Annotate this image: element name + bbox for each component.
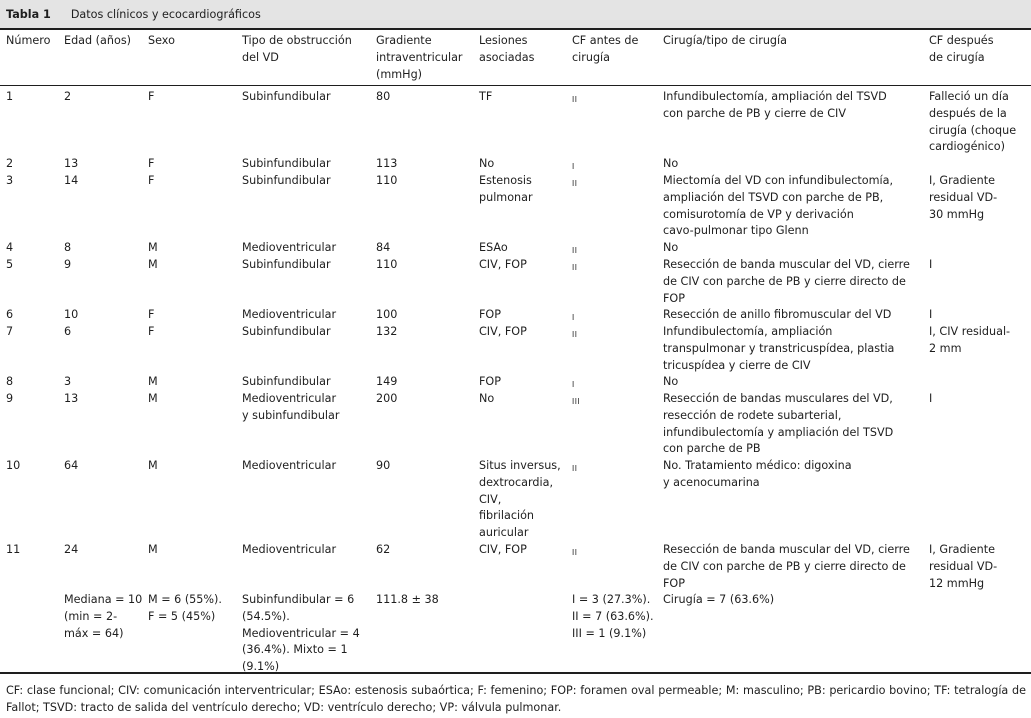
row-5-tipo-obstruccion: Subinfundibular <box>242 258 331 271</box>
row-1-sexo: F <box>148 90 155 103</box>
row-4-cirugia: No <box>663 241 679 254</box>
summary-cf-antes-3: III = 1 (9.1%) <box>572 626 647 640</box>
row-5-lesiones: CIV, FOP <box>479 258 527 271</box>
table-title: Datos clínicos y ecocardiográficos <box>70 7 261 21</box>
row-7-cf-antes: II <box>572 330 578 339</box>
row-3-gradiente: 110 <box>376 174 398 187</box>
row-3-cf-antes: II <box>572 179 578 188</box>
row-7-tipo-obstruccion: Subinfundibular <box>242 325 331 338</box>
header-gradiente: Gradiente intraventricular (mmHg) <box>376 34 463 81</box>
row-7-cf-despues: I, CIV residual- 2 mm <box>929 325 1011 355</box>
row-4-tipo-obstruccion: Medioventricular <box>242 241 337 254</box>
row-11-cf-antes: II <box>572 548 578 557</box>
row-2-gradiente: 113 <box>376 157 398 170</box>
row-8-sexo: M <box>148 375 158 388</box>
row-6-sexo: F <box>148 308 155 321</box>
row-6-numero: 6 <box>6 308 14 321</box>
row-5-gradiente: 110 <box>376 258 398 271</box>
row-9-lesiones: No <box>479 392 495 405</box>
row-11-cirugia: Resección de banda muscular del VD, cierre de CIV con parche de PB y cierre directo de FOP <box>663 543 910 590</box>
row-9-edad: 13 <box>64 392 79 405</box>
row-8-cf-antes: I <box>572 380 575 389</box>
row-5-cf-antes: II <box>572 263 578 272</box>
row-11-numero: 11 <box>6 543 21 556</box>
row-5-numero: 5 <box>6 258 14 271</box>
row-8-lesiones: FOP <box>479 375 501 388</box>
row-10-numero: 10 <box>6 459 21 472</box>
row-7-cirugia: Infundibulectomía, ampliación transpulmonar y transtricuspídea, plastia tricuspídea y cierre de CIV <box>663 325 895 372</box>
row-3-cf-despues: I, Gradiente residual VD- 30 mmHg <box>929 174 998 221</box>
row-5-cf-despues: I <box>929 258 933 271</box>
header-lesiones: Lesiones asociadas <box>479 34 535 64</box>
row-3-tipo-obstruccion: Subinfundibular <box>242 174 331 187</box>
summary-gradiente: 111.8 ± 38 <box>376 593 439 606</box>
row-9-cf-antes: III <box>572 397 581 406</box>
row-6-tipo-obstruccion: Medioventricular <box>242 308 337 321</box>
row-2-numero: 2 <box>6 157 14 170</box>
row-4-lesiones: ESAo <box>479 241 508 254</box>
row-5-edad: 9 <box>64 258 72 271</box>
row-11-sexo: M <box>148 543 158 556</box>
row-4-sexo: M <box>148 241 158 254</box>
row-9-numero: 9 <box>6 392 14 405</box>
row-8-tipo-obstruccion: Subinfundibular <box>242 375 331 388</box>
row-2-sexo: F <box>148 157 155 170</box>
row-10-cirugia: No. Tratamiento médico: digoxina y acenocumarina <box>663 459 852 489</box>
row-1-gradiente: 80 <box>376 90 391 103</box>
row-5-sexo: M <box>148 258 158 271</box>
row-4-edad: 8 <box>64 241 72 254</box>
row-9-gradiente: 200 <box>376 392 398 405</box>
summary-cirugia: Cirugía = 7 (63.6%) <box>663 593 775 606</box>
row-1-cf-antes: II <box>572 95 578 104</box>
row-11-gradiente: 62 <box>376 543 391 556</box>
header-numero: Número <box>6 34 51 47</box>
row-6-cf-despues: I <box>929 308 933 321</box>
summary-edad: Mediana = 10 (min = 2- máx = 64) <box>64 593 143 640</box>
row-6-gradiente: 100 <box>376 308 398 321</box>
row-1-cirugia: Infundibulectomía, ampliación del TSVD con parche de PB y cierre de CIV <box>663 90 887 120</box>
row-10-edad: 64 <box>64 459 79 472</box>
row-10-cf-antes: II <box>572 464 578 473</box>
row-6-cf-antes: I <box>572 313 575 322</box>
header-sexo: Sexo <box>148 34 175 47</box>
row-4-gradiente: 84 <box>376 241 391 254</box>
summary-tipo: Subinfundibular = 6 (54.5%). Medioventricular = 4 (36.4%). Mixto = 1 (9.1%) <box>242 593 360 674</box>
row-1-edad: 2 <box>64 90 72 103</box>
row-6-lesiones: FOP <box>479 308 501 321</box>
row-2-tipo-obstruccion: Subinfundibular <box>242 157 331 170</box>
summary-cf-antes-1: I = 3 (27.3%). <box>572 593 651 606</box>
row-10-gradiente: 90 <box>376 459 391 472</box>
table-bottom-rule <box>0 672 1031 674</box>
row-7-numero: 7 <box>6 325 14 338</box>
table-title-bar <box>0 0 1031 28</box>
row-11-edad: 24 <box>64 543 79 556</box>
row-1-cf-despues: Falleció un día después de la cirugía (choque cardiogénico) <box>929 90 1017 154</box>
row-7-gradiente: 132 <box>376 325 398 338</box>
row-9-sexo: M <box>148 392 158 405</box>
row-6-cirugia: Resección de anillo fibromuscular del VD <box>663 308 892 321</box>
summary-cf-antes-2: II = 7 (63.6%). <box>572 609 654 623</box>
row-8-edad: 3 <box>64 375 72 388</box>
header-bottom-rule <box>0 85 1031 86</box>
row-10-tipo-obstruccion: Medioventricular <box>242 459 337 472</box>
row-2-cf-antes: I <box>572 162 575 171</box>
row-3-lesiones: Estenosis pulmonar <box>479 174 533 204</box>
row-2-lesiones: No <box>479 157 495 170</box>
row-2-edad: 13 <box>64 157 79 170</box>
row-7-sexo: F <box>148 325 155 338</box>
summary-sexo: M = 6 (55%). F = 5 (45%) <box>148 593 222 623</box>
row-11-lesiones: CIV, FOP <box>479 543 527 556</box>
row-9-cf-despues: I <box>929 392 933 405</box>
footnote: CF: clase funcional; CIV: comunicación interventricular; ESAo: estenosis subaórtica; F: femenino; FOP: foramen oval permeable; M: masculino; PB: pericardio bovino; TF: tetralogía de Fallot; TSVD: tracto de salida del ventrículo derecho; VD: ventrículo derecho; VP: válvula pulmonar. <box>6 684 1026 714</box>
row-3-sexo: F <box>148 174 155 187</box>
header-cf-despues: CF después de cirugía <box>929 34 994 64</box>
header-top-rule <box>0 28 1031 30</box>
row-5-cirugia: Resección de banda muscular del VD, cierre de CIV con parche de PB y cierre directo de FOP <box>663 258 910 305</box>
row-6-edad: 10 <box>64 308 79 321</box>
row-10-lesiones: Situs inversus, dextrocardia, CIV, fibrilación auricular <box>479 459 561 540</box>
row-4-numero: 4 <box>6 241 14 254</box>
row-8-numero: 8 <box>6 375 14 388</box>
row-11-cf-despues: I, Gradiente residual VD- 12 mmHg <box>929 543 998 590</box>
row-9-cirugia: Resección de bandas musculares del VD, resección de rodete subarterial, infundibulectomía y ampliación del TSVD con parche de PB <box>663 392 894 456</box>
row-8-gradiente: 149 <box>376 375 398 388</box>
row-11-tipo-obstruccion: Medioventricular <box>242 543 337 556</box>
table-label: Tabla 1 <box>6 7 51 21</box>
row-7-edad: 6 <box>64 325 72 338</box>
row-9-tipo-obstruccion: Medioventricular y subinfundibular <box>242 392 340 422</box>
row-7-lesiones: CIV, FOP <box>479 325 527 338</box>
row-4-cf-antes: II <box>572 246 578 255</box>
header-cf-antes: CF antes de cirugía <box>572 34 639 64</box>
row-3-numero: 3 <box>6 174 14 187</box>
header-cirugia: Cirugía/tipo de cirugía <box>663 34 787 47</box>
row-10-sexo: M <box>148 459 158 472</box>
row-3-cirugia: Miectomía del VD con infundibulectomía, ampliación del TSVD con parche de PB, comisurotomía de VP y derivación cavo-pulmonar tipo Glenn <box>663 174 894 238</box>
row-2-cirugia: No <box>663 157 679 170</box>
row-3-edad: 14 <box>64 174 79 187</box>
row-1-lesiones: TF <box>479 90 493 103</box>
header-edad: Edad (años) <box>64 34 132 47</box>
header-tipo-obstruccion: Tipo de obstrucción del VD <box>242 34 352 64</box>
row-1-tipo-obstruccion: Subinfundibular <box>242 90 331 103</box>
row-1-numero: 1 <box>6 90 14 103</box>
row-8-cirugia: No <box>663 375 679 388</box>
